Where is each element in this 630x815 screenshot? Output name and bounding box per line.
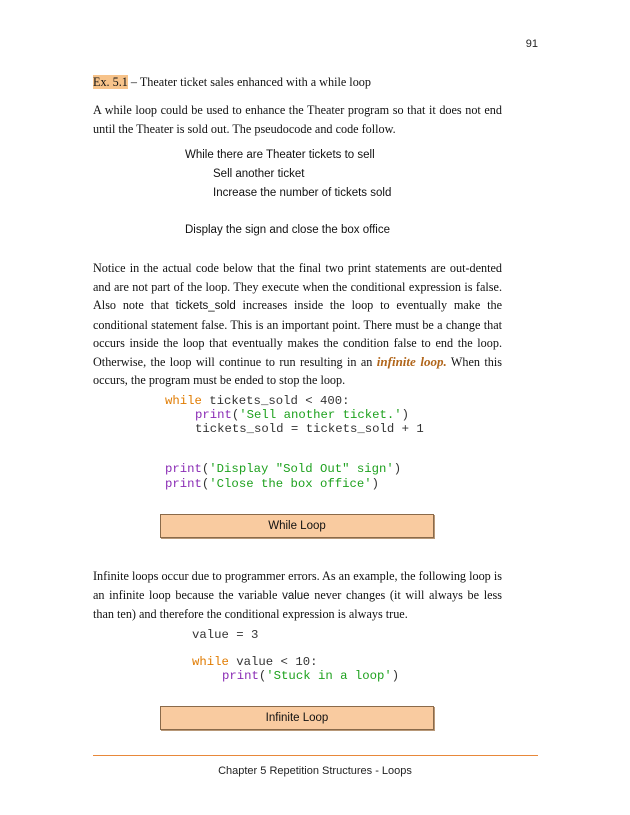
code-line — [222, 669, 399, 684]
code-text: ) — [391, 669, 400, 683]
variable-name: value — [282, 589, 310, 602]
code-text: ) — [371, 477, 380, 491]
code-line — [192, 655, 317, 670]
code-string: 'Close the box office' — [209, 477, 372, 491]
pseudocode-line: While there are Theater tickets to sell — [185, 149, 375, 161]
infinite-text: never changes (it will always be less than ten) and therefore the conditional expression is always true. — [93, 587, 502, 621]
code-function: print — [165, 477, 202, 491]
infinite-loop-caption: Infinite Loop — [160, 706, 434, 730]
code-string: 'Display "Sold Out" sign' — [209, 462, 394, 476]
code-function: print — [165, 462, 202, 476]
code-keyword: while — [192, 655, 229, 669]
notice-text: increases inside the loop to eventually make the conditional statement false. This is an important point. There must be a change that occurs inside the loop that eventually makes the condition false to end the loop. Otherwise, the loop will continue to run resulting in an — [93, 298, 502, 369]
code-string: 'Sell another ticket.' — [239, 408, 402, 422]
variable-name: tickets_sold — [175, 300, 236, 312]
code-function: print — [195, 408, 232, 422]
code-text: ( — [201, 477, 210, 491]
code-line — [165, 462, 401, 477]
while-loop-caption: While Loop — [160, 514, 434, 538]
code-text: ( — [231, 408, 240, 422]
footer-rule — [93, 755, 538, 756]
infinite-text: Infinite loops occur due to programmer errors. As an example, the following loop is an infinite loop because the variable — [93, 569, 502, 602]
notice-text: When this occurs, the program must be ended to stop the loop. — [93, 354, 502, 387]
pseudocode-line: Increase the number of tickets sold — [213, 187, 392, 199]
code-line — [195, 408, 409, 423]
example-heading — [93, 73, 502, 92]
code-line — [165, 477, 379, 492]
notice-text: Notice in the actual code below that the final two print statements are out-dented and are not part of the loop. They execute when the conditional expression is false. Also note that — [93, 261, 502, 312]
footer-chapter-title: Chapter 5 Repetition Structures - Loops — [218, 765, 412, 777]
code-text: tickets_sold < 400: — [201, 394, 350, 408]
infinite-paragraph — [93, 567, 502, 624]
page-number: 91 — [525, 38, 538, 50]
code-text: ( — [201, 462, 210, 476]
pseudocode-line: Display the sign and close the box office — [185, 224, 390, 236]
infinite-loop-emphasis: infinite loop. — [376, 353, 447, 369]
code-text: ) — [393, 462, 402, 476]
code-function: print — [222, 669, 259, 683]
pseudocode-line: Sell another ticket — [213, 168, 305, 180]
code-line: tickets_sold = tickets_sold + 1 — [195, 422, 424, 436]
example-label: Ex. 5.1 — [93, 75, 128, 89]
code-text: ) — [401, 408, 410, 422]
code-line — [165, 394, 350, 409]
code-text: value < 10: — [228, 655, 318, 669]
code-string: 'Stuck in a loop' — [266, 669, 392, 683]
intro-paragraph: A while loop could be used to enhance the Theater program so that it does not end until the Theater is sold out. The pseudocode and code follow. — [93, 103, 502, 136]
code-line: value = 3 — [192, 628, 259, 642]
notice-paragraph — [93, 259, 502, 390]
example-title: – Theater ticket sales enhanced with a while loop — [127, 75, 371, 89]
code-keyword: while — [165, 394, 202, 408]
code-text: ( — [258, 669, 267, 683]
